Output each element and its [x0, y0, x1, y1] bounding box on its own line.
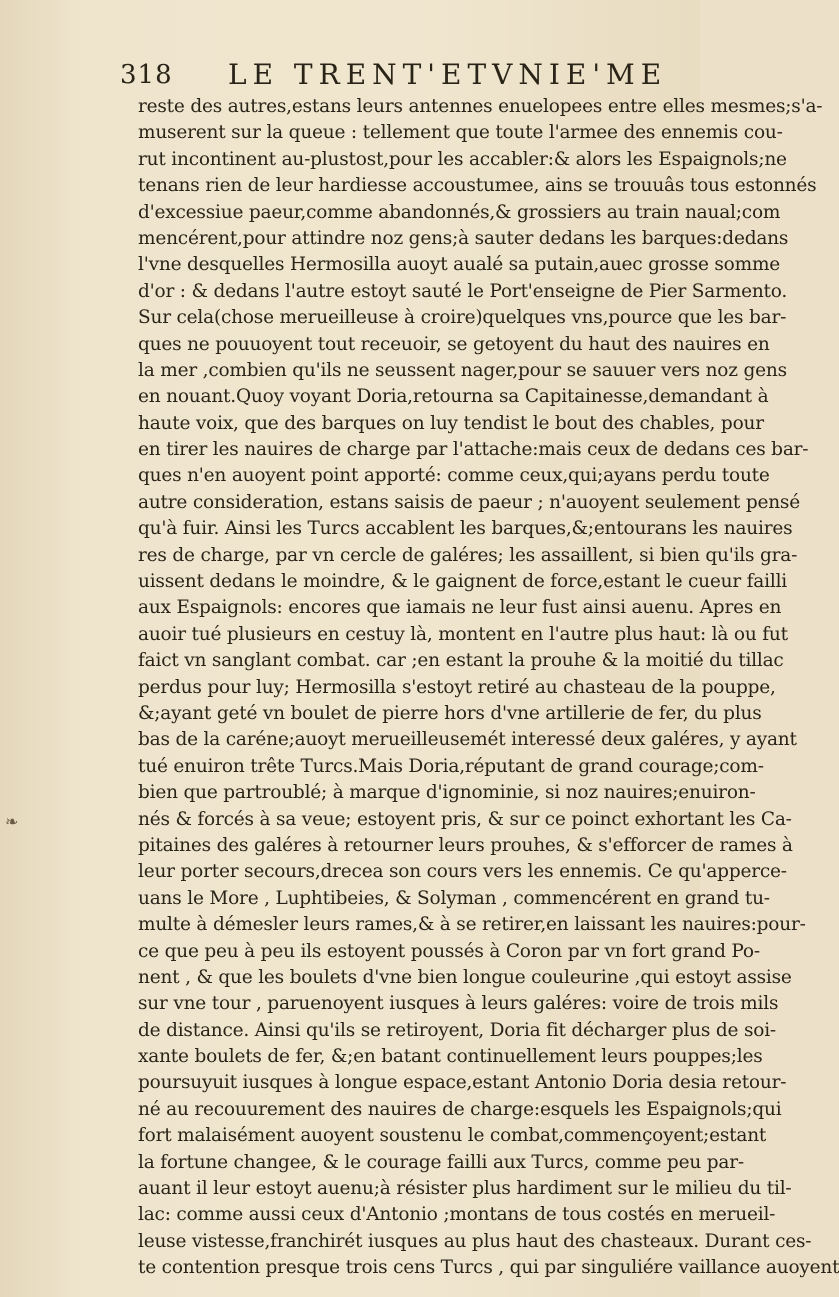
text-line: perdus pour luy; Hermosilla s'estoyt retiré au chasteau de la pouppe,	[138, 676, 776, 698]
text-line: muserent sur la queue : tellement que toute l'armee des ennemis cou-	[138, 122, 783, 144]
text-line: haute voix, que des barques on luy tendist le bout des chables, pour	[138, 412, 764, 434]
text-line: nent , & que les boulets d'vne bien longue couleurine ,qui estoyt assise	[138, 966, 792, 988]
text-line: bien que partroublé; à marque d'ignominie, si noz nauires;enuiron-	[138, 782, 756, 804]
text-line: d'or : & dedans l'autre estoyt sauté le Port'enseigne de Pier Sarmento.	[138, 280, 788, 302]
text-line: fort malaisément auoyent soustenu le combat,commençoyent;estant	[138, 1125, 767, 1147]
text-line: tenans rien de leur hardiesse accoustumee, ains se trouuâs tous estonnés	[138, 175, 817, 197]
text-line: poursuyuit iusques à longue espace,estant Antonio Doria desia retour-	[138, 1072, 787, 1094]
text-line: sur vne tour , paruenoyent iusques à leurs galéres: voire de trois mils	[138, 993, 779, 1015]
text-line: de distance. Ainsi qu'ils se retiroyent, Doria fit décharger plus de soi-	[138, 1019, 776, 1041]
text-line: aux Espaignols: encores que iamais ne leur fust ainsi auenu. Apres en	[138, 597, 782, 619]
text-line: ce que peu à peu ils estoyent poussés à Coron par vn fort grand Po-	[138, 940, 760, 962]
text-line: autre consideration, estans saisis de paeur ; n'auoyent seulement pensé	[138, 491, 800, 513]
text-line: en nouant.Quoy voyant Doria,retourna sa Capitainesse,demandant à	[138, 386, 769, 408]
text-line: Sur cela(chose merueilleuse à croire)quelques vns,pource que les bar-	[138, 307, 787, 329]
text-line: leuse vistesse,franchirét iusques au plus haut des chasteaux. Durant ces-	[138, 1230, 812, 1252]
text-line: la mer ,combien qu'ils ne seussent nager,pour se sauuer vers noz gens	[138, 359, 787, 381]
text-line: lac: comme aussi ceux d'Antonio ;montans de tous costés en merueil-	[138, 1204, 776, 1226]
text-line: uissent dedans le moindre, & le gaignent de force,estant le cueur failli	[138, 571, 787, 593]
text-line: né au recouurement des nauires de charge:esquels les Espaignols;qui	[138, 1098, 782, 1120]
margin-mark: ❧	[5, 812, 19, 831]
text-line: ques n'en auoyent point apporté: comme ceux,qui;ayans perdu toute	[138, 465, 770, 487]
text-line: auant il leur estoyt auenu;à résister plus hardiment sur le milieu du til-	[138, 1178, 792, 1200]
text-line: res de charge, par vn cercle de galéres; les assaillent, si bien qu'ils gra-	[138, 544, 798, 566]
text-line: qu'à fuir. Ainsi les Turcs accablent les barques,&;entourans les nauires	[138, 518, 793, 540]
text-line: mencérent,pour attindre noz gens;à sauter dedans les barques:dedans	[138, 227, 789, 249]
page-header	[120, 58, 668, 94]
text-line: tué enuiron trête Turcs.Mais Doria,réputant de grand courage;com-	[138, 755, 764, 777]
text-line: pitaines des galéres à retourner leurs prouhes, & s'efforcer de rames à	[138, 834, 793, 856]
page-number: 318	[120, 60, 173, 90]
text-line: auoir tué plusieurs en cestuy là, montent en l'autre plus haut: là ou fut	[138, 623, 788, 645]
text-line: bas de la caréne;auoyt merueilleusemét interessé deux galéres, y ayant	[138, 729, 797, 751]
text-line: te contention presque trois cens Turcs , qui par singuliére vaillance auoyent	[138, 1257, 839, 1279]
text-line: ques ne pouuoyent tout receuoir, se getoyent du haut des nauires en	[138, 333, 770, 355]
text-line: en tirer les nauires de charge par l'attache:mais ceux de dedans ces bar-	[138, 439, 809, 461]
text-line: la fortune changee, & le courage failli aux Turcs, comme peu par-	[138, 1151, 744, 1173]
text-line: faict vn sanglant combat. car ;en estant la prouhe & la moitié du tillac	[138, 650, 784, 672]
text-line: uans le More , Luphtibeies, & Solyman , commencérent en grand tu-	[138, 887, 770, 909]
text-line: &;ayant geté vn boulet de pierre hors d'vne artillerie de fer, du plus	[138, 702, 762, 724]
text-line: reste des autres,estans leurs antennes enuelopees entre elles mesmes;s'a-	[138, 96, 823, 117]
text-line: multe à démesler leurs rames,& à se retirer,en laissant les nauires:pour-	[138, 914, 806, 936]
text-line: nés & forcés à sa veue; estoyent pris, & sur ce poinct exhortant les Ca-	[138, 808, 792, 830]
body-text	[138, 94, 839, 1282]
text-line: rut incontinent au-plustost,pour les accabler:& alors les Espaignols;ne	[138, 148, 787, 170]
text-line: xante boulets de fer, &;en batant continuellement leurs pouppes;les	[138, 1046, 763, 1068]
text-line: leur porter secours,drecea son cours vers les ennemis. Ce qu'apperce-	[138, 861, 787, 883]
text-line: l'vne desquelles Hermosilla auoyt aualé sa putain,auec grosse somme	[138, 254, 781, 276]
text-line: d'excessiue paeur,comme abandonnés,& grossiers au train naual;com	[138, 201, 781, 223]
running-head: LE TRENT'ETVNIE'ME	[228, 58, 668, 91]
